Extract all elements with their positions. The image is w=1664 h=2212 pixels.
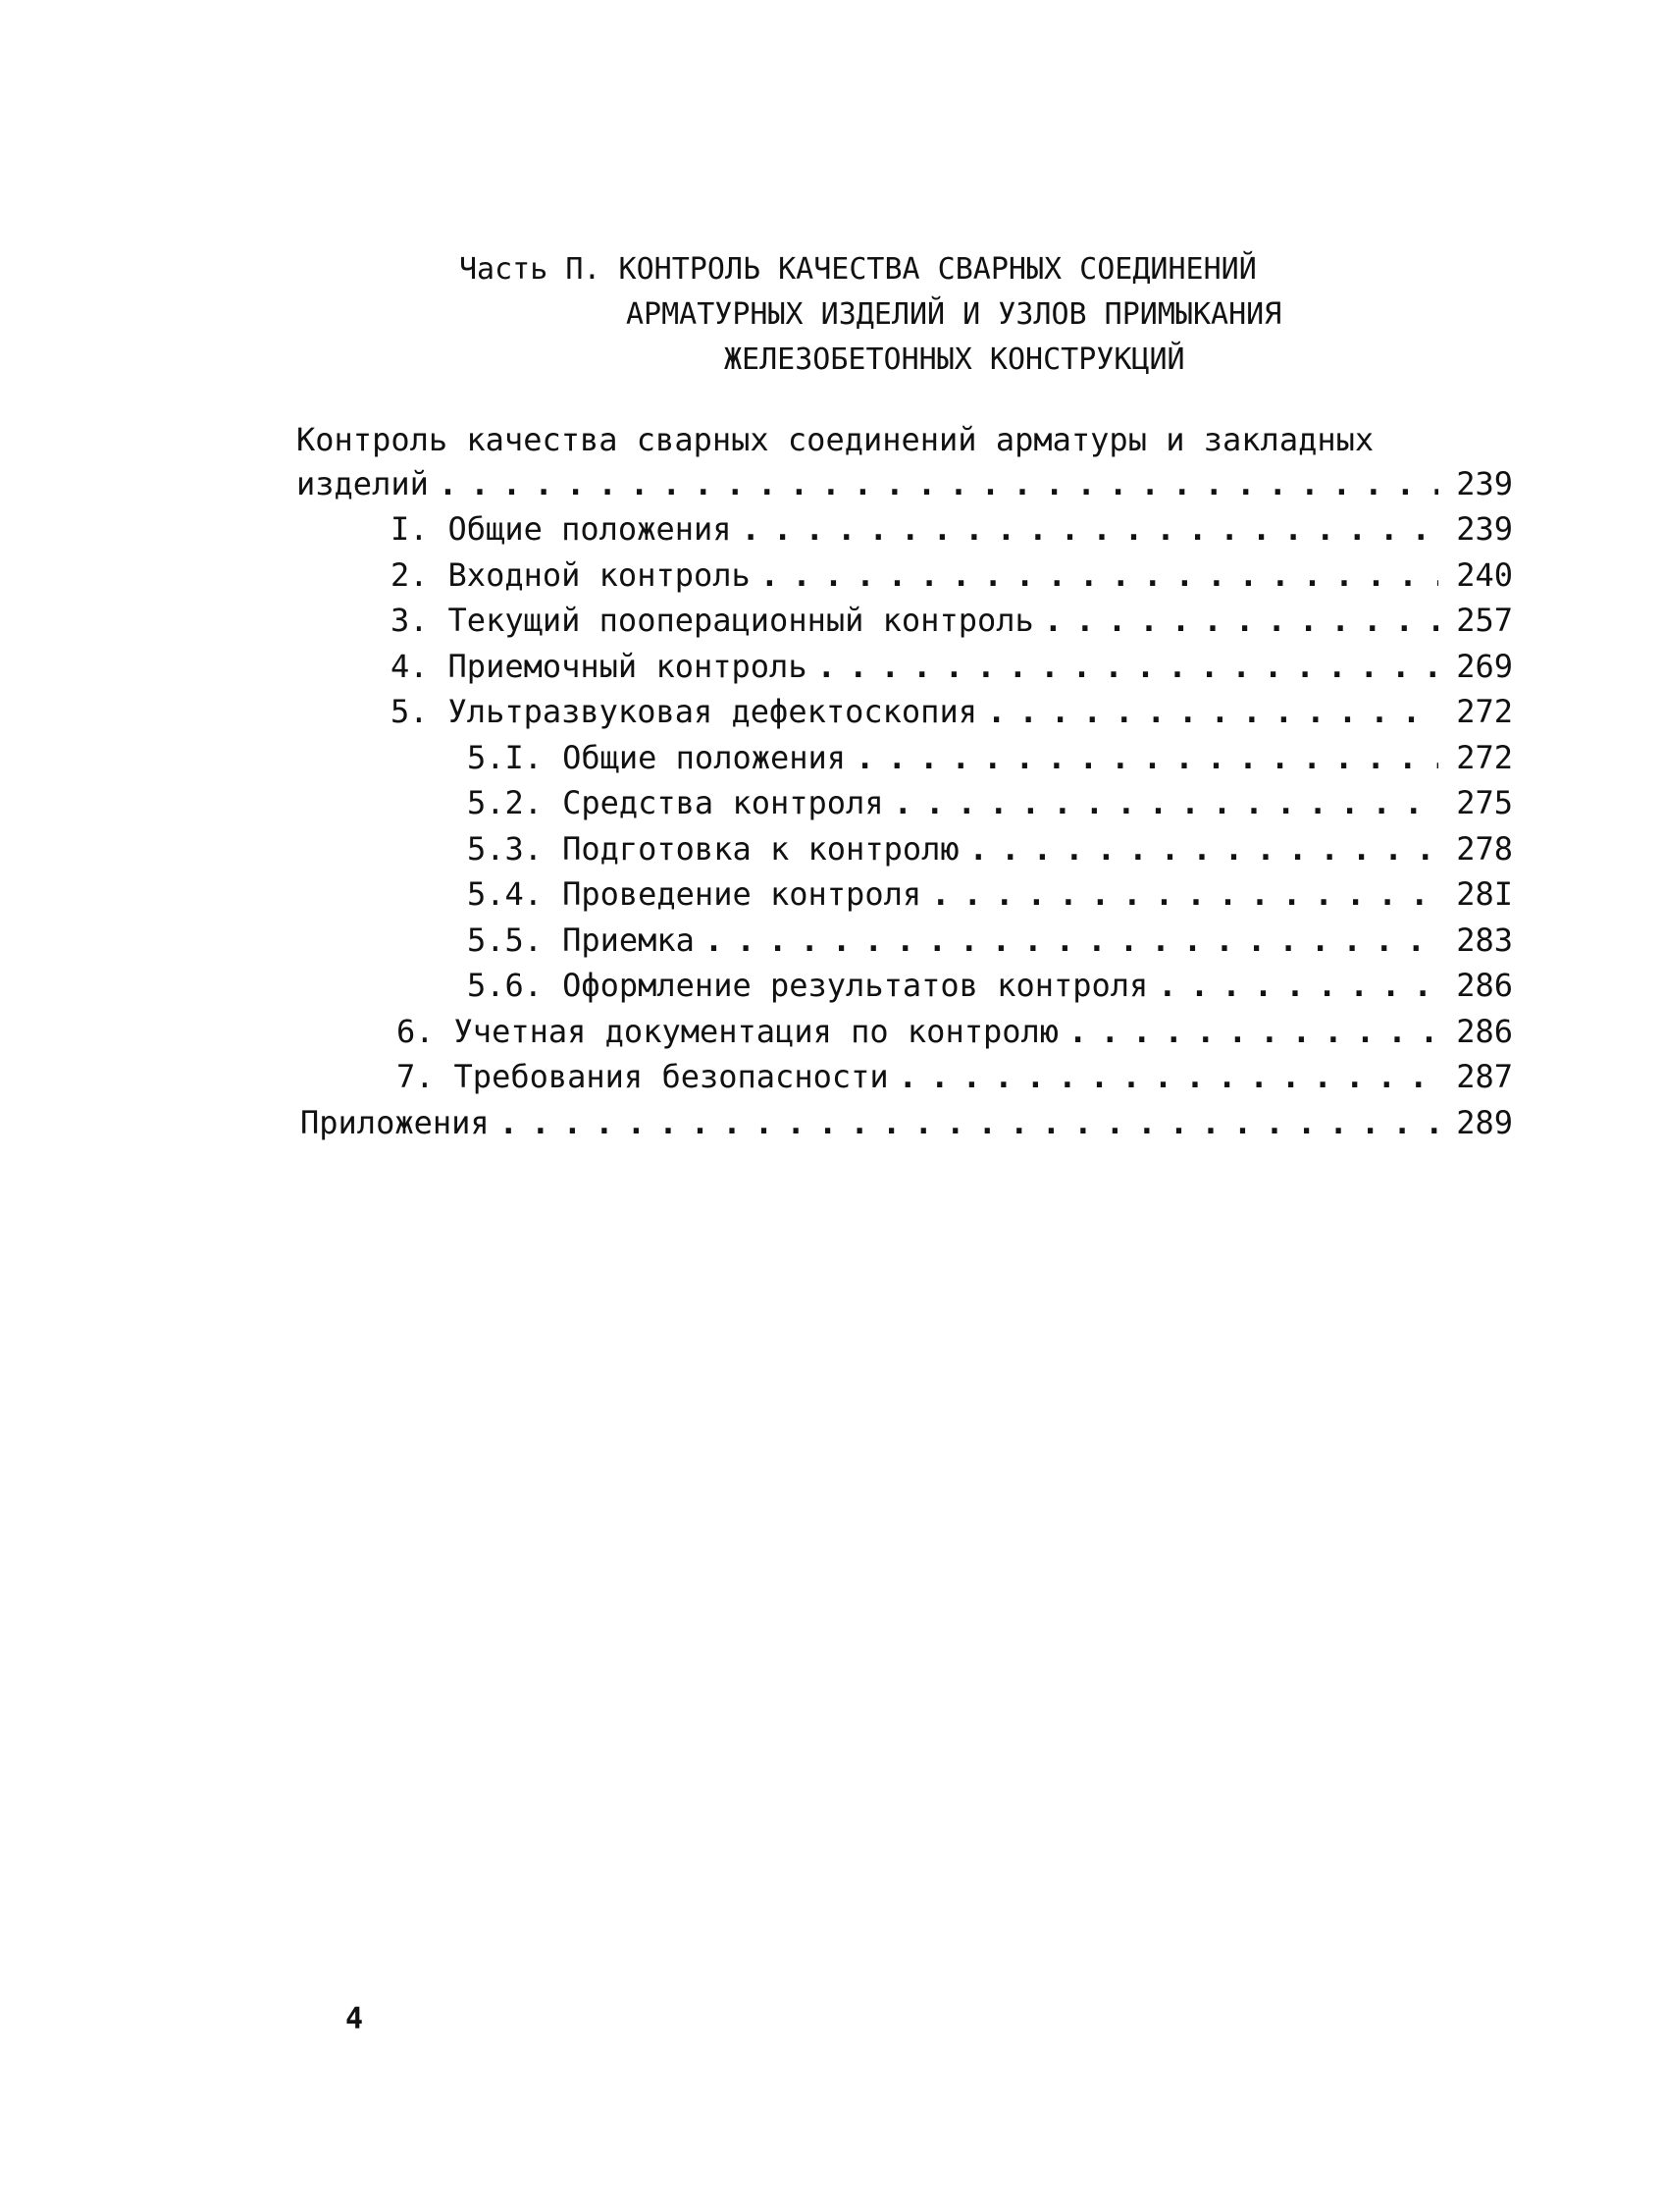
toc-entry: [467, 874, 1513, 914]
toc-dot-leader: [899, 1057, 1438, 1096]
toc-entry-number: 5.6.: [467, 967, 544, 1004]
part-title-line-2: АРМАТУРНЫХ ИЗДЕЛИЙ И УЗЛОВ ПРИМЫКАНИЯ: [626, 297, 1282, 332]
toc-entry-label: Общие положения: [562, 739, 847, 776]
toc-entry-page: 283: [1456, 922, 1513, 959]
toc-dot-leader: [931, 874, 1438, 914]
toc-entry-label: Приемка: [562, 922, 695, 959]
part-title-line-3: ЖЕЛЕЗОБЕТОННЫХ КОНСТРУКЦИЙ: [724, 342, 1185, 377]
toc-entry-label: Требования безопасности: [453, 1058, 889, 1095]
toc-entry-label: Общие положения: [447, 510, 732, 548]
toc-entry: [467, 783, 1513, 822]
toc-entry-page: 287: [1456, 1058, 1513, 1095]
toc-entry: [467, 966, 1513, 1005]
toc-entry-label: Входной контроль: [447, 556, 751, 594]
toc-entry-page: 269: [1456, 648, 1513, 685]
toc-dot-leader: [499, 1103, 1438, 1142]
toc-entry: [467, 921, 1513, 960]
toc-entry-page: 286: [1456, 1013, 1513, 1050]
toc-entry-label: изделий: [296, 465, 429, 502]
toc-dot-leader: [987, 692, 1438, 731]
toc-entry-page: 239: [1456, 465, 1513, 502]
toc-entry-page: 278: [1456, 830, 1513, 868]
toc-entry-page: 289: [1456, 1104, 1513, 1141]
toc-dot-leader: [969, 829, 1438, 869]
toc-entry-page: 272: [1456, 739, 1513, 776]
toc-dot-leader: [856, 738, 1438, 777]
toc-entry: [467, 829, 1513, 869]
page-number: 4: [345, 2002, 364, 2036]
toc-entry: [390, 647, 1513, 686]
toc-entry: [390, 601, 1513, 640]
toc-entry-label: Ультразвуковая дефектоскопия: [447, 693, 977, 730]
toc-entry-number: 2.: [390, 556, 429, 594]
toc-entry-label: Оформление результатов контроля: [562, 967, 1149, 1004]
toc-entry-page: 239: [1456, 510, 1513, 548]
toc-entry: [300, 1103, 1513, 1142]
toc-dot-leader: [439, 464, 1438, 503]
toc-entry: [390, 555, 1513, 595]
toc-dot-leader: [760, 555, 1438, 595]
toc-entry-number: 4.: [390, 648, 429, 685]
toc-entry-label: Приемочный контроль: [447, 648, 807, 685]
toc-entry-page: 275: [1456, 784, 1513, 821]
toc-entry: [296, 464, 1513, 503]
toc-dot-leader: [704, 921, 1438, 960]
toc-entry-label: Подготовка к контролю: [562, 830, 960, 868]
toc-entry-number: 6.: [396, 1013, 435, 1050]
toc-entry-number: 5.3.: [467, 830, 544, 868]
toc-entry-number: 7.: [396, 1058, 435, 1095]
toc-entry-page: 28I: [1456, 875, 1513, 913]
toc-entry-number: 5.2.: [467, 784, 544, 821]
toc-entry-label: Учетная документация по контролю: [453, 1013, 1060, 1050]
toc-entry-label: Средства контроля: [562, 784, 884, 821]
toc-entry-label: Проведение контроля: [562, 875, 922, 913]
toc-entry: [396, 1012, 1513, 1051]
toc-dot-leader: [1044, 601, 1438, 640]
toc-intro-line: Контроль качества сварных соединений арматуры и закладных: [296, 421, 1375, 458]
toc-entry-page: 257: [1456, 602, 1513, 639]
toc-entry-page: 272: [1456, 693, 1513, 730]
toc-entry-page: 286: [1456, 967, 1513, 1004]
toc-entry-label: Текущий пооперационный контроль: [447, 602, 1034, 639]
toc-entry-label: Приложения: [300, 1104, 490, 1141]
toc-dot-leader: [1158, 966, 1438, 1005]
toc-entry-number: 5.I.: [467, 739, 544, 776]
toc-dot-leader: [894, 783, 1438, 822]
toc-dot-leader: [742, 509, 1438, 549]
toc-entry-number: 5.4.: [467, 875, 544, 913]
toc-entry-number: 5.: [390, 693, 429, 730]
toc-entry: [467, 738, 1513, 777]
toc-entry-number: I.: [390, 510, 429, 548]
part-title-line-1: Часть П. КОНТРОЛЬ КАЧЕСТВА СВАРНЫХ СОЕДИНЕНИЙ: [459, 252, 1257, 287]
toc-entry-number: 5.5.: [467, 922, 544, 959]
toc-entry: [396, 1057, 1513, 1096]
toc-entry-number: 3.: [390, 602, 429, 639]
toc-entry: [390, 509, 1513, 549]
toc-entry-page: 240: [1456, 556, 1513, 594]
toc-dot-leader: [1068, 1012, 1438, 1051]
toc-dot-leader: [817, 647, 1438, 686]
toc-entry: [390, 692, 1513, 731]
